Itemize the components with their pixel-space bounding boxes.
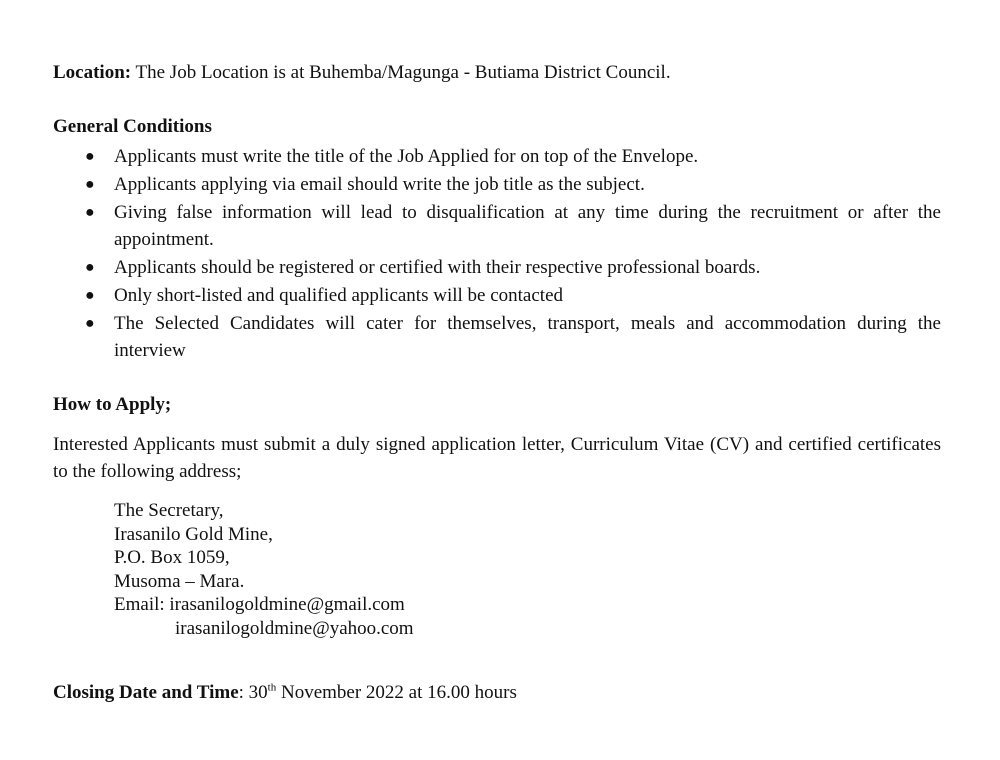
email-yahoo-link[interactable]: irasanilogoldmine@yahoo.com [175,617,414,639]
list-item: ● Applicants should be registered or certified with their respective professional boards. [53,254,941,281]
bullet-icon: ● [85,287,95,304]
bullet-icon: ● [85,259,95,276]
list-item: ● Applicants must write the title of the Job Applied for on top of the Envelope. [53,143,941,170]
location-paragraph [53,59,941,86]
how-to-apply-text: Interested Applicants must submit a duly signed application letter, Curriculum Vitae (CV) and certified certificates to the following address; [53,434,941,482]
closing-date-paragraph: Closing Date and Time: 30th November 2022 at 16.00 hours [53,681,517,703]
list-item: ● Giving false information will lead to disqualification at any time during the recruitment or after the appointment. [53,199,941,253]
address-line: Musoma – Mara. [114,570,245,592]
closing-label: Closing Date and Time [53,682,239,703]
general-conditions-heading: General Conditions [53,116,212,137]
bullet-icon: ● [85,204,95,221]
location-text: The Job Location is at Buhemba/Magunga - Butiama District Council. [131,62,671,83]
address-line: The Secretary, [114,500,224,521]
email-line [114,593,414,617]
email-label: Email: [114,594,170,615]
email-line-2 [114,617,414,641]
how-to-apply-heading: How to Apply; [53,394,172,415]
bullet-icon: ● [85,148,95,165]
list-item: ● Applicants applying via email should write the job title as the subject. [53,171,941,198]
address-line: P.O. Box 1059, [114,547,230,568]
email-gmail-link[interactable]: irasanilogoldmine@gmail.com [169,594,405,615]
bullet-icon: ● [85,315,95,332]
list-item: ● Only short-listed and qualified applicants will be contacted [53,282,941,309]
general-conditions-list [53,143,941,365]
bullet-icon: ● [85,176,95,193]
list-item: ● The Selected Candidates will cater for themselves, transport, meals and accommodation during the interview [53,310,941,364]
address-line: Irasanilo Gold Mine, [114,523,273,545]
postal-address [114,499,414,640]
location-label: Location: [53,62,132,83]
